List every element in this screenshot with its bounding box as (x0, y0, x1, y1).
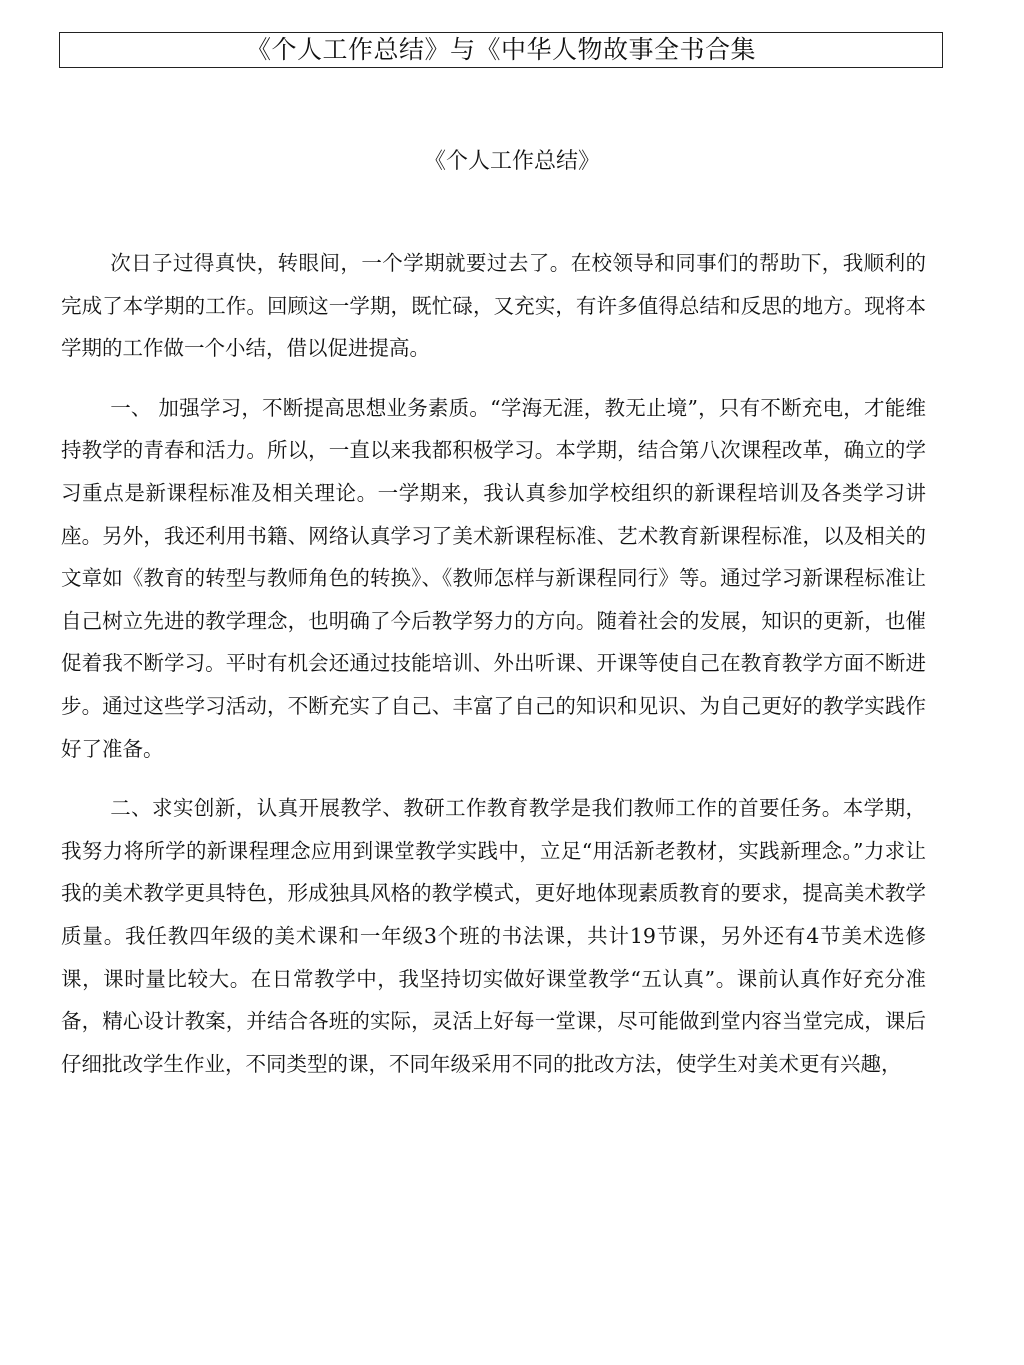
paragraph-section-1: 一、 加强学习，不断提高思想业务素质。“学海无涯，教无止境”，只有不断充电，才能维持教学的青春和活力。所以，一直以来我都积极学习。本学期，结合第八次课程改革，确立的学习重点是新课程标准及相关理论。一学期来，我认真参加学校组织的新课程培训及各类学习讲座。另外，我还利用书籍、网络认真学习了美术新课程标准、艺术教育新课程标准，以及相关的文章如《教育的转型与教师角色的转换》、《教师怎样与新课程同行》等。通过学习新课程标准让自己树立先进的教学理念，也明确了今后教学努力的方向。随着社会的发展，知识的更新，也催促着我不断学习。平时有机会还通过技能培训、外出听课、开课等使自己在教育教学方面不断进步。通过这些学习活动，不断充实了自己、丰富了自己的知识和见识、为自己更好的教学实践作好了准备。 (61, 395, 926, 761)
document-body (61, 242, 926, 1102)
paragraph-section-2: 二、求实创新，认真开展教学、教研工作教育教学是我们教师工作的首要任务。本学期，我努力将所学的新课程理念应用到课堂教学实践中，立足“用活新老教材，实践新理念。”力求让我的美术教学更具特色，形成独具风格的教学模式，更好地体现素质教育的要求，提高美术教学质量。我任教四年级的美术课和一年级3个班的书法课，共计19节课，另外还有4节美术选修课，课时量比较大。在日常教学中，我坚持切实做好课堂教学“五认真”。课前认真作好充分准备，精心设计教案，并结合各班的实际，灵活上好每一堂课，尽可能做到堂内容当堂完成，课后仔细批改学生作业，不同类型的课，不同年级采用不同的批改方法，使学生对美术更有兴趣， (61, 796, 926, 1076)
document-header (59, 32, 943, 68)
paragraph-intro: 次日子过得真快，转眼间，一个学期就要过去了。在校领导和同事们的帮助下，我顺利的完成了本学期的工作。回顾这一学期，既忙碌，又充实，有许多值得总结和反思的地方。现将本学期的工作做一个小结，借以促进提高。 (61, 251, 926, 361)
document-title: 《个人工作总结》 (423, 149, 600, 174)
header-title: 《个人工作总结》与《中华人物故事全书合集 (245, 35, 756, 64)
